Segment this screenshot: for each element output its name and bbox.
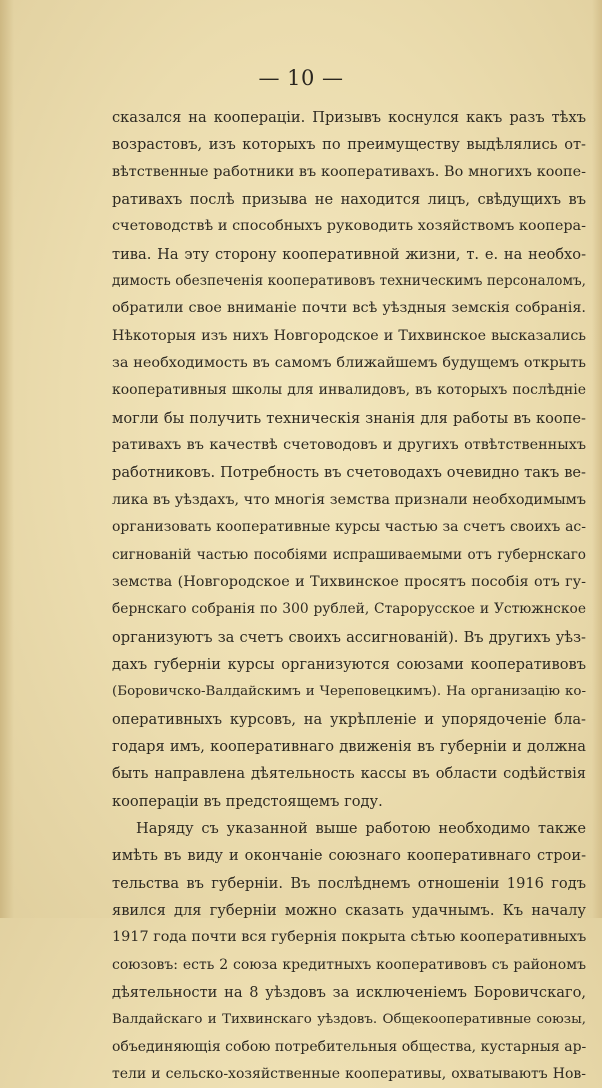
text-line: возрастовъ, изъ которыхъ по преимуществу выдѣлялись от-	[112, 136, 586, 154]
text-line: быть направлена дѣятельность кассы въ области содѣйствiя	[112, 765, 586, 783]
text-line: лика въ уѣздахъ, что многiя земства признали необходимымъ	[112, 491, 586, 508]
text-line: имѣть въ виду и окончанiе союзнаго кооперативнаго строи-	[112, 847, 586, 865]
text-line: счетоводствѣ и способныхъ руководить хозяйствомъ коопера-	[112, 218, 586, 235]
text-line: организуютъ за счетъ своихъ ассигнованiй). Въ другихъ уѣз-	[112, 628, 586, 646]
paragraph-first-line: Наряду съ указанной выше работою необходимо также	[136, 819, 586, 837]
page-edge-shadow-right	[592, 0, 602, 918]
text-line: обратили свое вниманiе почти всѣ уѣздныя земскiя собранiя.	[112, 300, 586, 317]
text-line: (Боровичско-Валдайскимъ и Череповецкимъ). На организацiю ко-	[112, 684, 586, 700]
text-line: сигнованiй частью пособiями испрашиваемыми отъ губернскаго	[112, 546, 586, 563]
text-line: тельства въ губернiи. Въ послѣднемъ отношенiи 1916 годъ	[112, 874, 586, 892]
text-line: Валдайскаго и Тихвинскаго уѣздовъ. Общекооперативные союзы,	[112, 1012, 586, 1028]
text-line: димость обезпеченiя кооперативовъ техническимъ персоналомъ,	[112, 273, 586, 290]
text-line: земства (Новгородское и Тихвинское просятъ пособiя отъ гу-	[112, 573, 586, 590]
paragraph-last-line: кооперацiи въ предстоящемъ году.	[112, 792, 383, 810]
text-line: ративахъ въ качествѣ счетоводовъ и другихъ отвѣтственныхъ	[112, 437, 586, 454]
text-line: Нѣкоторыя изъ нихъ Новгородское и Тихвинское высказались	[112, 327, 586, 344]
text-line: кооперативныя школы для инвалидовъ, въ которыхъ послѣднiе	[112, 382, 586, 399]
text-line: объединяющiя собою потребительныя общества, кустарныя ар-	[112, 1038, 587, 1055]
body-text	[112, 104, 586, 1088]
text-line: ративахъ послѣ призыва не находится лицъ, свѣдущихъ въ	[112, 191, 586, 209]
page-edge-shadow-left	[0, 0, 14, 918]
text-line: дѣятельности на 8 уѣздовъ за исключенiемъ Боровичскаго,	[112, 984, 586, 1001]
text-line: за необходимость въ самомъ ближайшемъ будущемъ открыть	[112, 355, 586, 372]
text-line: годаря имъ, кооперативнаго движенiя въ губернiи и должна	[112, 737, 586, 755]
text-line: могли бы получить техническiя знанiя для работы въ коопе-	[112, 409, 586, 427]
text-line: 1917 года почти вся губернiя покрыта сѣтью кооперативныхъ	[112, 929, 587, 946]
text-line: бернскаго собранiя по 300 рублей, Старорусское и Устюжнское	[112, 601, 586, 618]
text-line: дахъ губернiи курсы организуются союзами кооперативовъ	[112, 655, 586, 673]
text-line: работниковъ. Потребность въ счетоводахъ очевидно такъ ве-	[112, 464, 586, 482]
text-line: тели и сельско-хозяйственные кооперативы, охватываютъ Нов-	[112, 1066, 586, 1083]
text-line: вѣтственные работники въ кооперативахъ. Во многихъ коопе-	[112, 163, 586, 180]
page-number: — 10 —	[258, 66, 344, 90]
text-line: сказался на кооперацiи. Призывъ коснулся какъ разъ тѣхъ	[112, 109, 586, 126]
text-line: тива. На эту сторону кооперативной жизни, т. е. на необхо-	[112, 245, 586, 263]
text-line: организовать кооперативные курсы частью за счетъ своихъ ас-	[112, 519, 586, 536]
text-line: союзовъ: есть 2 союза кредитныхъ кооперативовъ съ райономъ	[112, 956, 586, 973]
text-line: оперативныхъ курсовъ, на укрѣпленiе и упорядоченiе бла-	[112, 710, 586, 728]
text-line: явился для губернiи можно сказать удачнымъ. Къ началу	[112, 901, 586, 919]
